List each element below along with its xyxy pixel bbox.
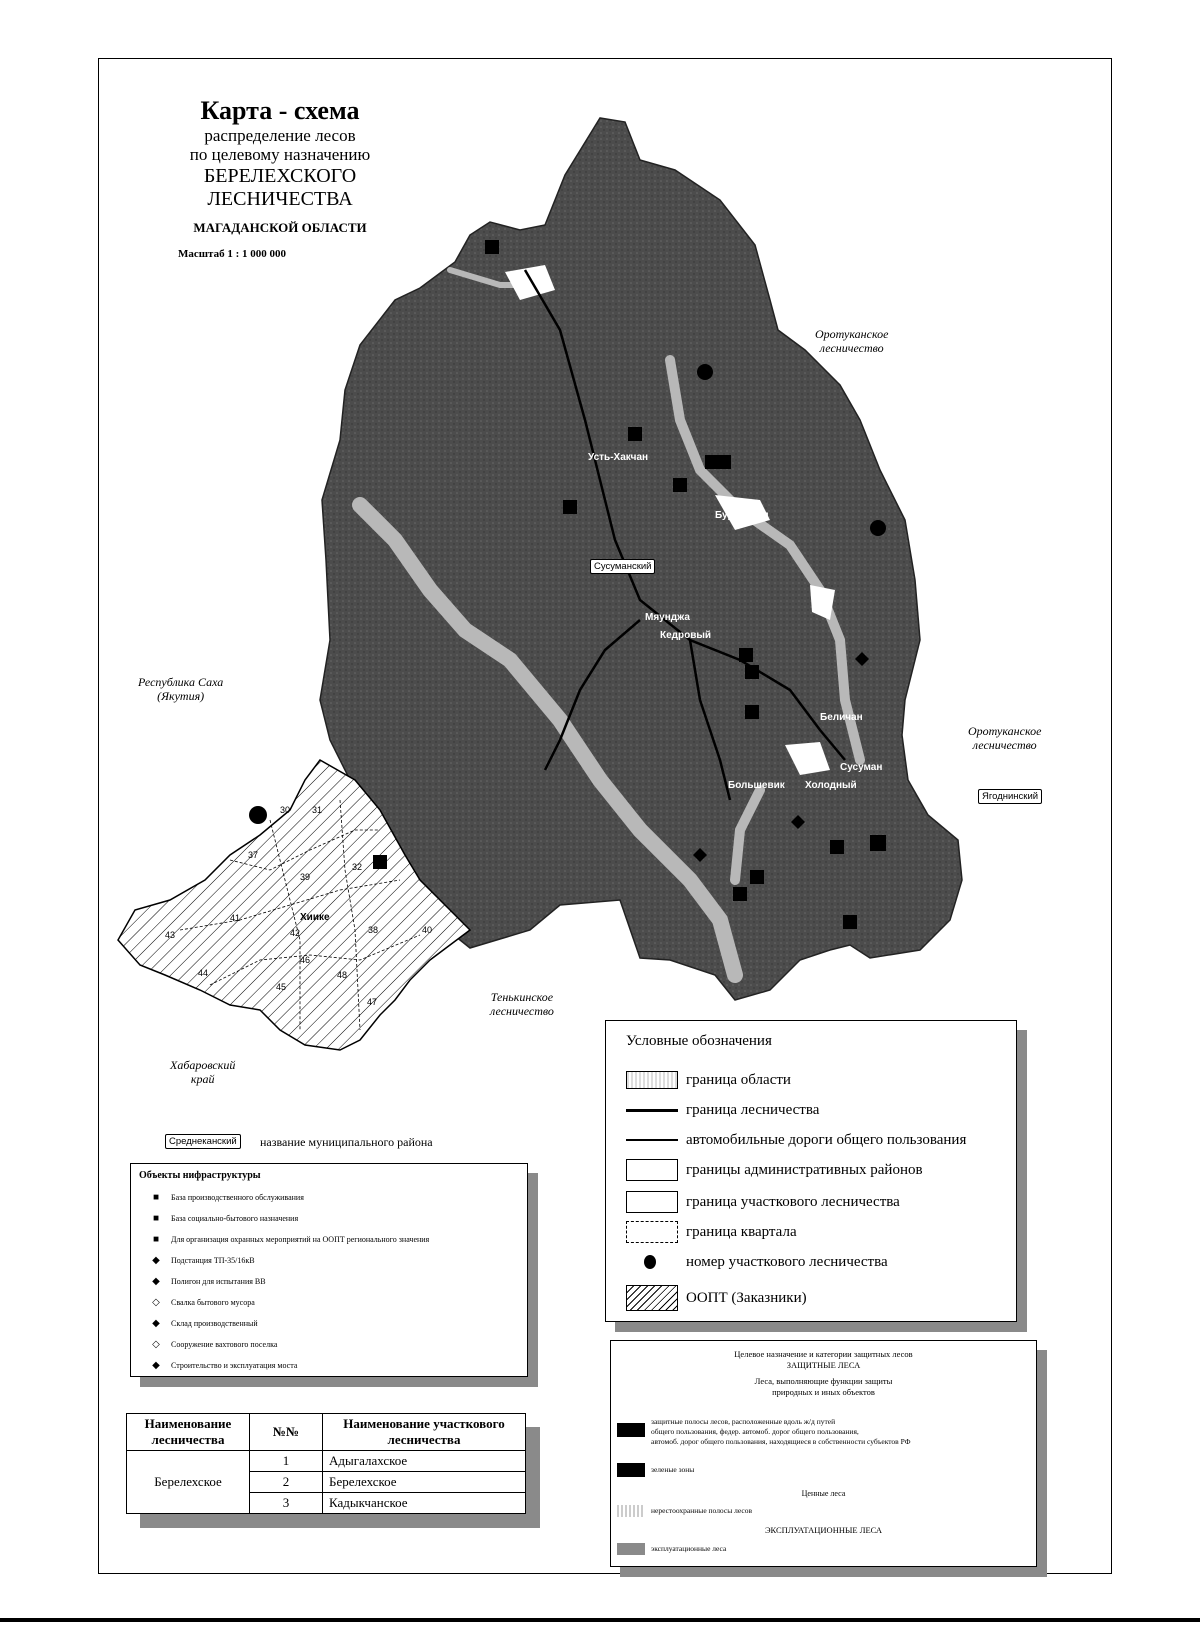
label-tenkin	[490, 990, 554, 1019]
legend-label: граница области	[686, 1071, 791, 1088]
protective-strip-line: автомоб. дорог общего пользования, находящиеся в собственности субъектов РФ	[651, 1437, 911, 1447]
place-bolshevik: Большевик	[728, 780, 785, 791]
muni-legend-text: название муниципального района	[260, 1135, 433, 1149]
infrastructure-legend	[130, 1163, 528, 1377]
infra-label: Свалка бытового мусора	[171, 1298, 255, 1307]
col-header-forestry: Наименование лесничества	[127, 1414, 250, 1451]
square-icon: ■	[152, 1213, 160, 1224]
protective-forests-heading: ЗАЩИТНЫЕ ЛЕСА	[786, 1359, 861, 1370]
diamond-icon: ◆	[152, 1318, 160, 1329]
place-susuman: Сусуман	[840, 762, 883, 773]
place-belichan: Беличан	[820, 712, 863, 723]
quarter-number: 32	[352, 862, 363, 872]
label-orotukan-north	[815, 327, 888, 356]
legend-label: ООПТ (Заказники)	[686, 1289, 807, 1306]
infra-label: Сооружение вахтового поселка	[171, 1340, 278, 1349]
protective-strip-swatch	[617, 1423, 645, 1437]
quarter-number: 44	[198, 968, 209, 978]
diamond-icon: ◆	[152, 1276, 160, 1287]
legend-item-admin-border	[626, 1159, 923, 1181]
map-title: Карта - схема	[200, 96, 360, 125]
infra-item	[131, 1250, 527, 1271]
place-myaundzha: Мяунджа	[645, 612, 690, 623]
label-line: Тенькинское	[490, 990, 554, 1004]
diamond-icon: ◆	[152, 1255, 160, 1266]
spawning-label: нерестоохранные полосы лесов	[651, 1506, 752, 1515]
map-subtitle-4: ЛЕСНИЧЕСТВА	[207, 187, 353, 210]
number-cell: 2	[250, 1472, 323, 1493]
infra-label: Полигон для испытания ВВ	[171, 1277, 266, 1286]
square-icon: ■	[152, 1234, 160, 1245]
label-khabarovsk	[170, 1058, 235, 1087]
col-header-district: Наименование участкового лесничества	[323, 1414, 526, 1451]
label-line: Хабаровский	[170, 1058, 236, 1072]
district-table	[126, 1413, 526, 1514]
diamond-outline-icon: ◇	[152, 1339, 160, 1350]
legend-item-zakaznik	[626, 1285, 807, 1311]
label-line: край	[190, 1072, 215, 1087]
exploitation-forests-heading: ЭКСПЛУАТАЦИОННЫЕ ЛЕСА	[764, 1525, 883, 1535]
district-number-symbol	[626, 1251, 678, 1273]
map-subtitle-2: по целевому назначению	[189, 145, 371, 165]
admin-border-symbol	[626, 1159, 678, 1181]
muni-legend-sample: Среднеканский	[165, 1134, 241, 1149]
label-line: Оротуканское	[815, 327, 889, 341]
protective-strip-line: общего пользования, федер. автомоб. дорог общего пользования,	[651, 1427, 859, 1437]
forest-legend-heading: Целевое назначение и категории защитных лесов	[734, 1349, 913, 1359]
district-name-cell: Адыгалахское	[323, 1451, 526, 1472]
number-cell: 1	[250, 1451, 323, 1472]
quarter-number: 45	[276, 982, 287, 992]
quarter-number: 40	[422, 925, 433, 935]
district-yagodninsky: Ягоднинский	[978, 789, 1042, 804]
quarter-number: 39	[300, 872, 311, 882]
protective-functions-line2: природных и иных объектов	[772, 1386, 875, 1397]
place-burkandya: Буркандья	[715, 510, 769, 521]
infra-label: Подстанция ТП-35/16кВ	[171, 1256, 255, 1265]
label-line: (Якутия)	[157, 689, 205, 704]
protective-strip-text	[651, 1417, 911, 1447]
title-block	[150, 96, 410, 261]
legend-title: Условные обозначения	[626, 1033, 772, 1049]
district-name-cell: Берелехское	[323, 1472, 526, 1493]
label-line: лесничество	[972, 738, 1037, 753]
quarter-number: 43	[165, 930, 176, 940]
infra-item	[131, 1313, 527, 1334]
legend-item-roads	[626, 1129, 966, 1151]
quarter-number: 46	[300, 955, 311, 965]
diamond-outline-icon: ◇	[152, 1297, 160, 1308]
infra-item	[131, 1292, 527, 1313]
district-susumansky: Сусуманский	[590, 559, 655, 574]
place-ust-khakchan: Усть-Хакчан	[588, 452, 649, 463]
map-region: МАГАДАНСКОЙ ОБЛАСТИ	[193, 219, 367, 235]
infra-label: База производственного обслуживания	[171, 1193, 304, 1202]
legend-label: граница квартала	[686, 1223, 797, 1240]
legend-item-district-number	[626, 1251, 888, 1273]
legend-item-quarter-border	[626, 1221, 797, 1243]
quarter-number: 31	[312, 805, 323, 815]
green-zone-swatch	[617, 1463, 645, 1477]
infra-item	[131, 1187, 527, 1208]
col-header-number: №№	[250, 1414, 323, 1451]
legend-label: граница лесничества	[686, 1101, 820, 1118]
exploitation-label: эксплуатационные леса	[651, 1544, 727, 1553]
infra-label: База социально-бытового назначения	[171, 1214, 299, 1223]
oblast-border-symbol	[626, 1069, 678, 1091]
zakaznik-symbol	[626, 1285, 678, 1311]
infra-item	[131, 1208, 527, 1229]
place-kedrovy: Кедровый	[660, 630, 712, 641]
infra-label: Склад производственный	[171, 1319, 258, 1328]
quarter-number: 42	[290, 928, 301, 938]
district-border-symbol	[626, 1191, 678, 1213]
place-khinike: Хиике	[300, 912, 330, 923]
infrastructure-title: Объекты нифраструктуры	[139, 1170, 261, 1181]
table-row	[127, 1451, 526, 1472]
infra-label: Для организация охранных мероприятий на ООПТ регионального значения	[171, 1235, 430, 1244]
quarter-number: 48	[337, 970, 348, 980]
protective-strip-line: защитные полосы лесов, расположенные вдоль ж/д путей	[651, 1417, 836, 1426]
forestry-name-cell: Берелехское	[127, 1451, 250, 1514]
road-symbol	[626, 1129, 678, 1151]
place-kholodny: Холодный	[805, 780, 857, 791]
number-cell: 3	[250, 1493, 323, 1514]
legend-item-oblast-border	[626, 1069, 791, 1091]
quarter-number: 30	[280, 805, 291, 815]
valuable-forests-heading: Ценные леса	[801, 1489, 846, 1498]
legend-label: граница участкового лесничества	[686, 1193, 900, 1210]
quarter-number: 38	[368, 925, 379, 935]
infra-label: Строительство и эксплуатация моста	[171, 1361, 298, 1370]
square-icon: ■	[152, 1192, 160, 1203]
exploitation-swatch	[617, 1543, 645, 1555]
legend-label: границы административных районов	[686, 1161, 923, 1178]
label-line: лесничество	[819, 341, 884, 356]
table-header-row	[127, 1414, 526, 1451]
label-sakha	[138, 675, 223, 704]
forest-category-legend	[610, 1340, 1037, 1567]
label-line: Республика Саха	[138, 675, 224, 689]
label-line: лесничество	[490, 1004, 554, 1019]
infra-item	[131, 1229, 527, 1250]
spawning-swatch	[617, 1505, 645, 1517]
map-scale: Масштаб 1 : 1 000 000	[178, 247, 287, 260]
quarter-number: 41	[230, 913, 241, 923]
legend-item-district-border	[626, 1191, 900, 1213]
protective-functions-line1: Леса, выполняющие функции защиты	[754, 1376, 893, 1387]
map-subtitle-1: распределение лесов	[204, 125, 356, 145]
quarter-border-symbol	[626, 1221, 678, 1243]
infra-item	[131, 1355, 527, 1376]
label-line: Оротуканское	[968, 724, 1042, 738]
diamond-icon: ◆	[152, 1360, 160, 1371]
infra-item	[131, 1334, 527, 1355]
infra-item	[131, 1271, 527, 1292]
map-subtitle-3: БЕРЕЛЕХСКОГО	[203, 164, 357, 187]
green-zone-label: зеленые зоны	[651, 1465, 695, 1474]
district-name-cell: Кадыкчанское	[323, 1493, 526, 1514]
quarter-number: 37	[248, 850, 259, 860]
legend-item-forestry-border	[626, 1099, 819, 1121]
legend-box	[605, 1020, 1017, 1322]
label-orotukan-east	[968, 724, 1041, 753]
quarter-number: 47	[367, 997, 378, 1007]
legend-label: номер участкового лесничества	[686, 1253, 888, 1270]
forestry-border-symbol	[626, 1099, 678, 1121]
legend-label: автомобильные дороги общего пользования	[686, 1131, 967, 1148]
